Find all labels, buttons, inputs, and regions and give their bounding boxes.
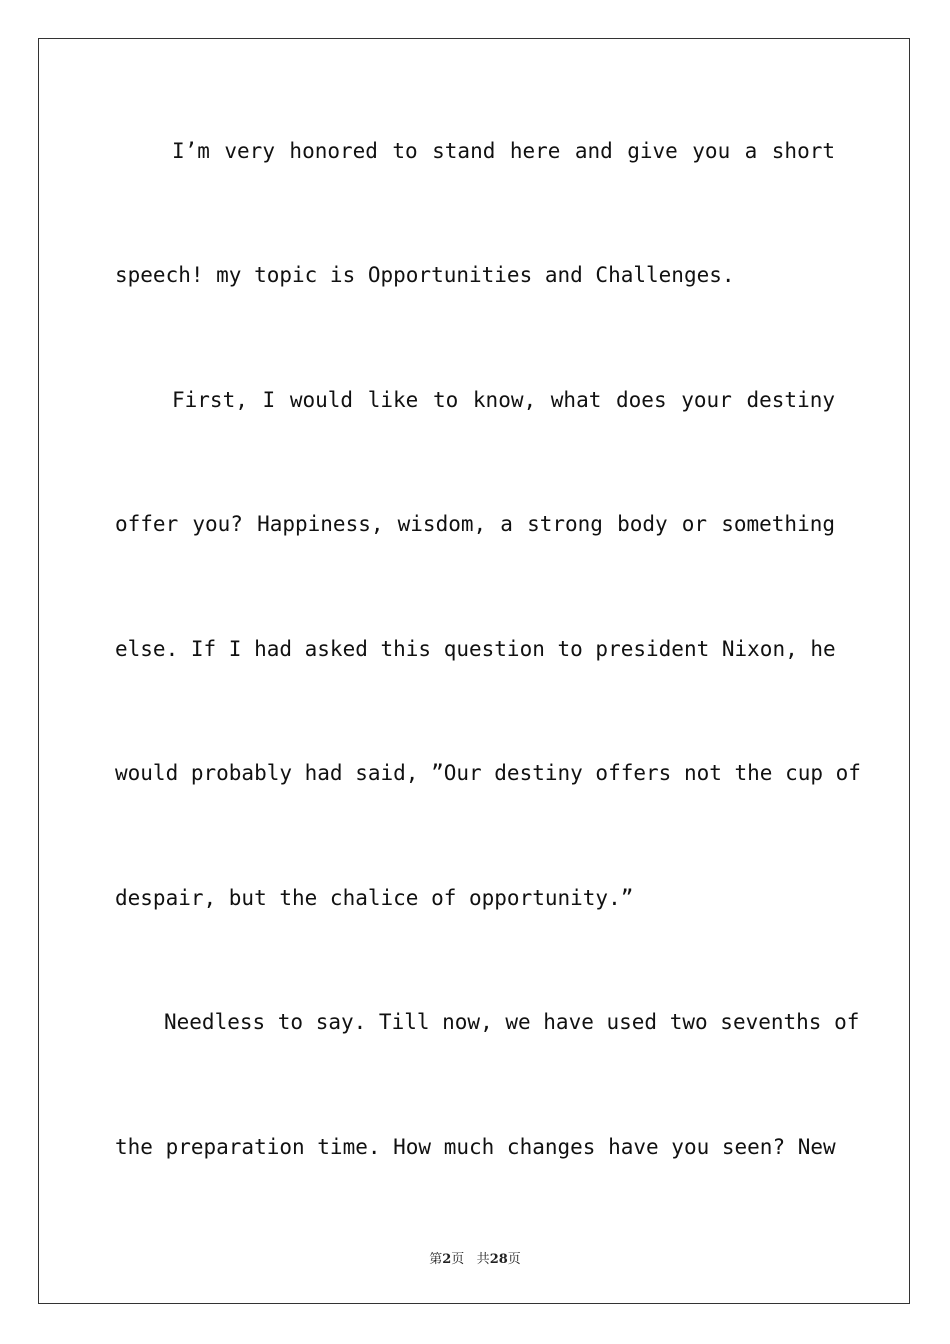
- paragraph-1-line-2: speech! my topic is Opportunities and Challenges.: [115, 263, 735, 287]
- paragraph-2-line-2: offer you? Happiness, wisdom, a strong body or something: [115, 512, 835, 536]
- page-frame: [38, 38, 910, 1304]
- footer-total-suffix: 页: [507, 1252, 521, 1267]
- paragraph-2-line-4: would probably had said, ”Our destiny offers not the cup of: [115, 761, 861, 785]
- total-pages-number: 28: [489, 1252, 508, 1267]
- paragraph-3-line-1: Needless to say. Till now, we have used two sevenths of: [164, 1010, 860, 1034]
- page-footer: [0, 1248, 950, 1267]
- paragraph-2-line-1: First, I would like to know, what does your destiny: [172, 388, 835, 412]
- paragraph-3-line-2: the preparation time. How much changes have you seen? New: [115, 1135, 836, 1159]
- paragraph-2-line-5: despair, but the chalice of opportunity.”: [115, 886, 634, 910]
- footer-total-prefix: 共: [476, 1252, 490, 1267]
- footer-prefix: 第: [429, 1252, 443, 1267]
- footer-page-word: 页: [451, 1252, 465, 1267]
- current-page-number: 2: [442, 1252, 452, 1267]
- paragraph-1-line-1: I’m very honored to stand here and give you a short: [172, 139, 835, 163]
- paragraph-2-line-3: else. If I had asked this question to president Nixon, he: [115, 637, 836, 661]
